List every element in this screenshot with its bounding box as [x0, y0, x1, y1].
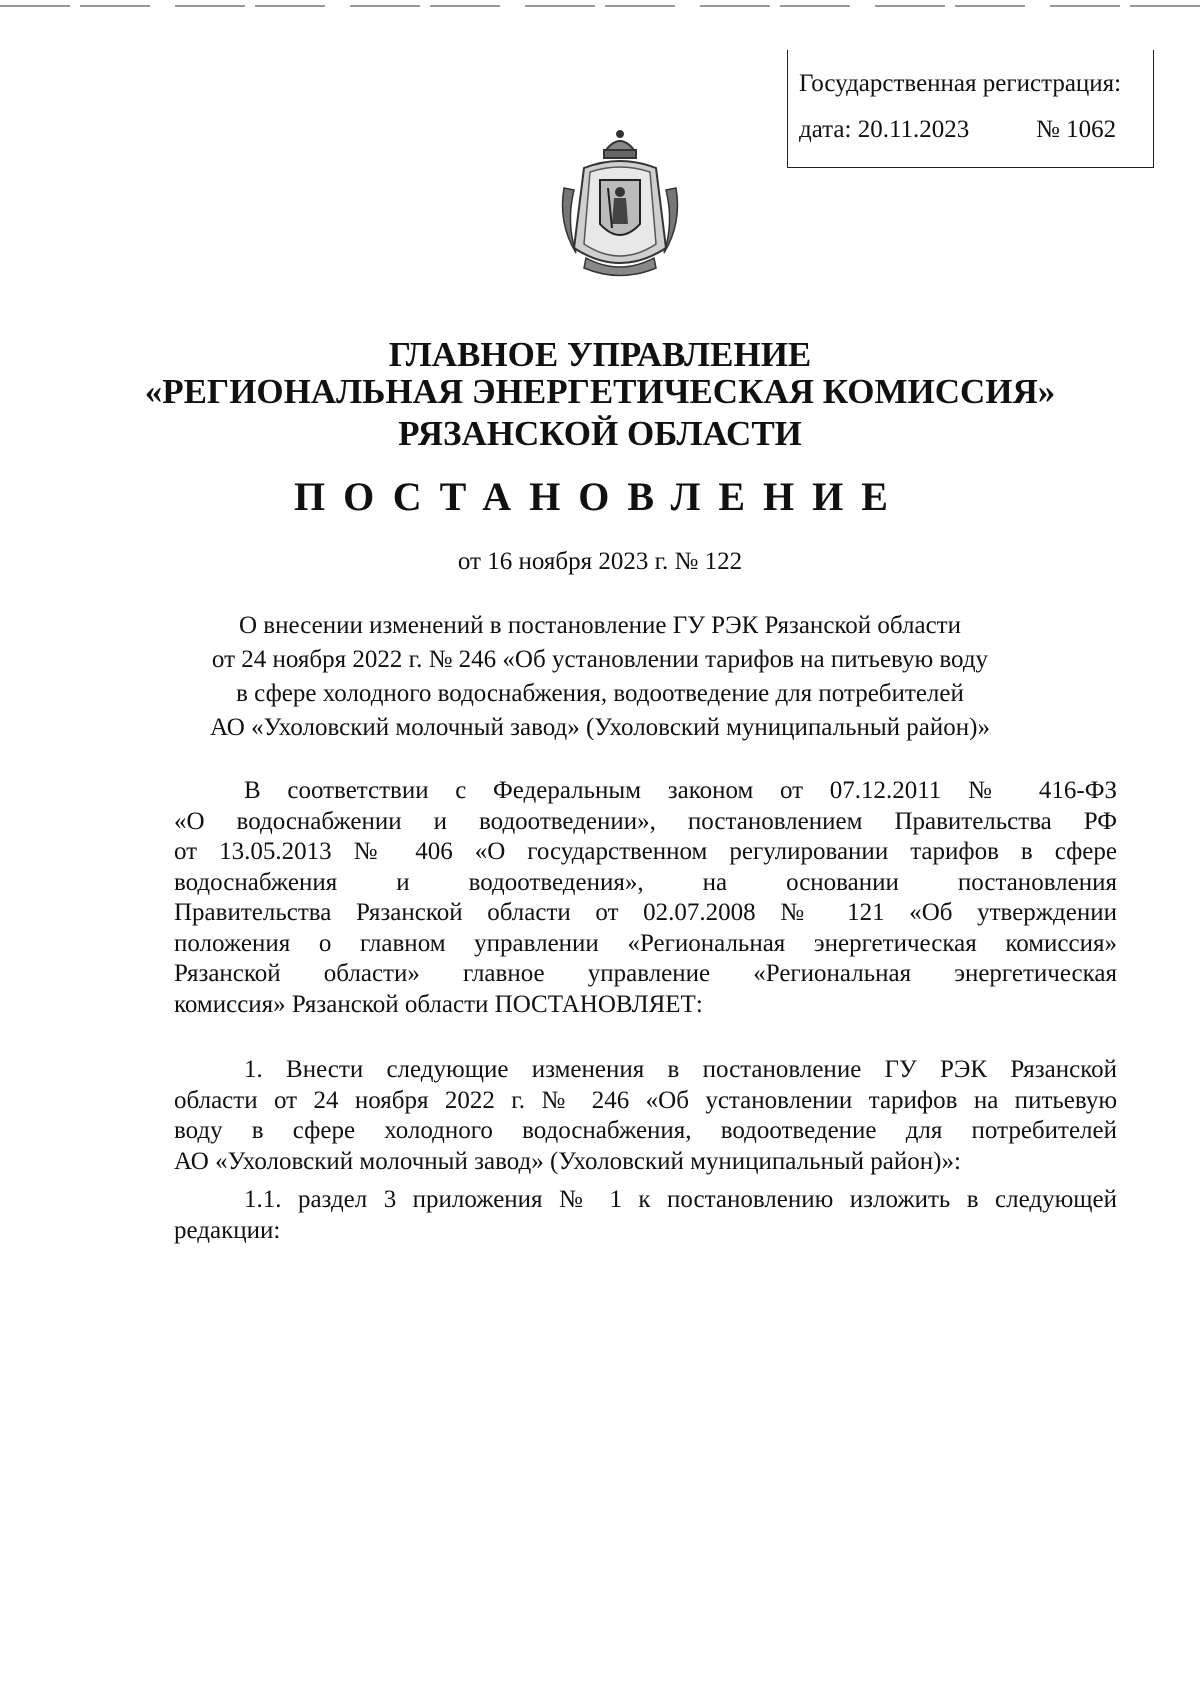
item-1-1-line: 1.1. раздел 3 приложения № 1 к постановлению изложить в следующей [244, 1186, 1117, 1213]
preamble-line: от 13.05.2013 № 406 «О государственном регулировании тарифов в сфере [174, 838, 1117, 865]
preamble-line: Правительства Рязанской области от 02.07.2008 № 121 «Об утверждении [174, 899, 1117, 926]
document-date-number: от 16 ноября 2023 г. № 122 [457, 548, 743, 575]
item-1-line: АО «Ухоловский молочный завод» (Ухоловский муниципальный район)»: [174, 1147, 961, 1175]
item-1-1-paragraph [174, 1185, 1117, 1246]
authority-title-line-2: «РЕГИОНАЛЬНАЯ ЭНЕРГЕТИЧЕСКАЯ КОМИССИЯ» [144, 372, 1056, 411]
registration-stamp [787, 50, 1154, 168]
document-subject [100, 609, 1100, 745]
document-type: ПОСТАНОВЛЕНИЕ [294, 474, 906, 519]
registration-title: Государственная регистрация: [799, 70, 1122, 97]
preamble-line: В соответствии с Федеральным законом от 07.12.2011 № 416-ФЗ [244, 777, 1117, 804]
preamble-line: Рязанской области» главное управление «Региональная энергетическая [174, 960, 1117, 987]
subject-line: в сфере холодного водоснабжения, водоотведение для потребителей [236, 680, 964, 707]
preamble-line: водоснабжения и водоотведения», на основании постановления [174, 868, 1117, 896]
authority-title-line-3: РЯЗАНСКОЙ ОБЛАСТИ [398, 414, 802, 453]
preamble-paragraph [174, 776, 1117, 1020]
scan-edge-line [0, 5, 1200, 7]
preamble-line: «О водоснабжении и водоотведении», постановлением Правительства РФ [174, 807, 1117, 835]
item-1-line: области от 24 ноября 2022 г. № 246 «Об установлении тарифов на питьевую [174, 1086, 1117, 1114]
authority-title-line-1: ГЛАВНОЕ УПРАВЛЕНИЕ [388, 335, 812, 374]
item-1-line: 1. Внести следующие изменения в постановление ГУ РЭК Рязанской [244, 1056, 1117, 1083]
registration-number: № 1062 [1036, 116, 1117, 143]
registration-date: дата: 20.11.2023 [799, 116, 970, 143]
subject-line: от 24 ноября 2022 г. № 246 «Об установлении тарифов на питьевую воду [211, 646, 989, 673]
subject-line: АО «Ухоловский молочный завод» (Ухоловский муниципальный район)» [210, 714, 990, 741]
item-1-paragraph [174, 1055, 1117, 1177]
item-1-line: воду в сфере холодного водоснабжения, водоотведение для потребителей [174, 1117, 1117, 1144]
preamble-line: положения о главном управлении «Региональная энергетическая комиссия» [174, 929, 1117, 957]
subject-line: О внесении изменений в постановление ГУ РЭК Рязанской области [239, 612, 961, 639]
item-1-1-line: редакции: [174, 1216, 281, 1244]
preamble-line: комиссия» Рязанской области ПОСТАНОВЛЯЕТ: [174, 990, 703, 1018]
coat-of-arms-icon [556, 128, 684, 283]
